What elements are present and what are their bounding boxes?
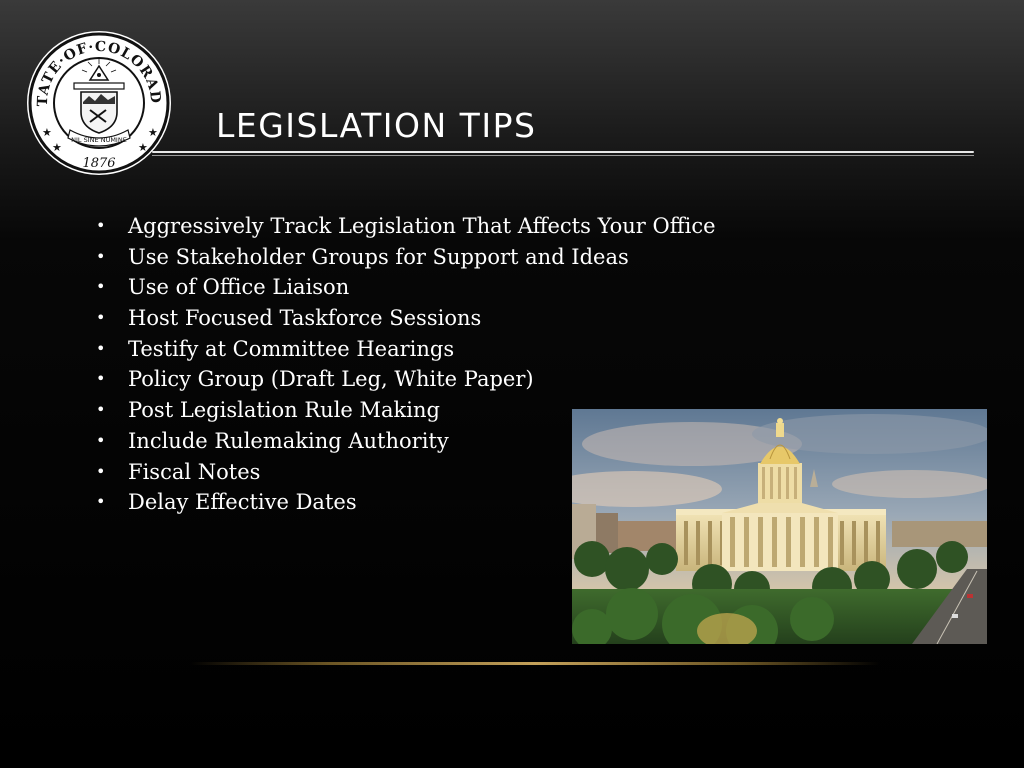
bullet-text: Policy Group (Draft Leg, White Paper) <box>128 367 534 392</box>
bullet-dot-icon: • <box>96 277 106 297</box>
svg-text:1876: 1876 <box>82 156 116 171</box>
bullet-text: Aggressively Track Legislation That Affects Your Office <box>128 214 716 238</box>
bullet-dot-icon: • <box>96 461 106 481</box>
bullet-dot-icon: • <box>96 246 106 266</box>
bottom-accent-glow <box>190 662 880 665</box>
svg-text:★: ★ <box>138 141 148 154</box>
bullet-text: Use of Office Liaison <box>128 275 350 300</box>
bullet-dot-icon: • <box>96 308 106 328</box>
bullet-dot-icon: • <box>96 430 106 450</box>
bullet-text: Host Focused Taskforce Sessions <box>128 306 482 331</box>
bullet-dot-icon: • <box>96 369 106 389</box>
bullet-dot-icon: • <box>96 492 106 512</box>
bullet-text: Post Legislation Rule Making <box>128 398 440 423</box>
bullet-item <box>96 364 716 395</box>
bullet-text: Testify at Committee Hearings <box>128 336 455 361</box>
bullet-item <box>96 303 716 334</box>
bullet-text: Include Rulemaking Authority <box>128 428 449 453</box>
bullet-dot-icon: • <box>96 400 106 420</box>
bullet-item <box>96 272 716 303</box>
state-capitol-photo <box>572 409 987 644</box>
bullet-item <box>96 334 716 365</box>
svg-text:STATE·OF·COLORADO: TATE·OF·COLORAD <box>34 38 164 107</box>
bullet-text: Fiscal Notes <box>128 459 261 484</box>
bullet-text: Use Stakeholder Groups for Support and Ideas <box>128 244 629 269</box>
svg-text:★: ★ <box>148 126 158 139</box>
bullet-dot-icon: • <box>96 216 106 235</box>
title-underline-shadow <box>152 155 974 156</box>
svg-text:NIL SINE NUMINE: NIL SINE NUMINE <box>71 136 127 144</box>
title-underline <box>152 151 974 153</box>
bullet-item <box>96 211 716 242</box>
svg-text:★: ★ <box>42 126 52 139</box>
colorado-state-seal <box>26 30 172 176</box>
bullet-dot-icon: • <box>96 338 106 358</box>
svg-text:★: ★ <box>52 141 62 154</box>
slide-title: LEGISLATION TIPS <box>216 106 537 145</box>
bullet-item <box>96 242 716 273</box>
bullet-text: Delay Effective Dates <box>128 490 357 515</box>
